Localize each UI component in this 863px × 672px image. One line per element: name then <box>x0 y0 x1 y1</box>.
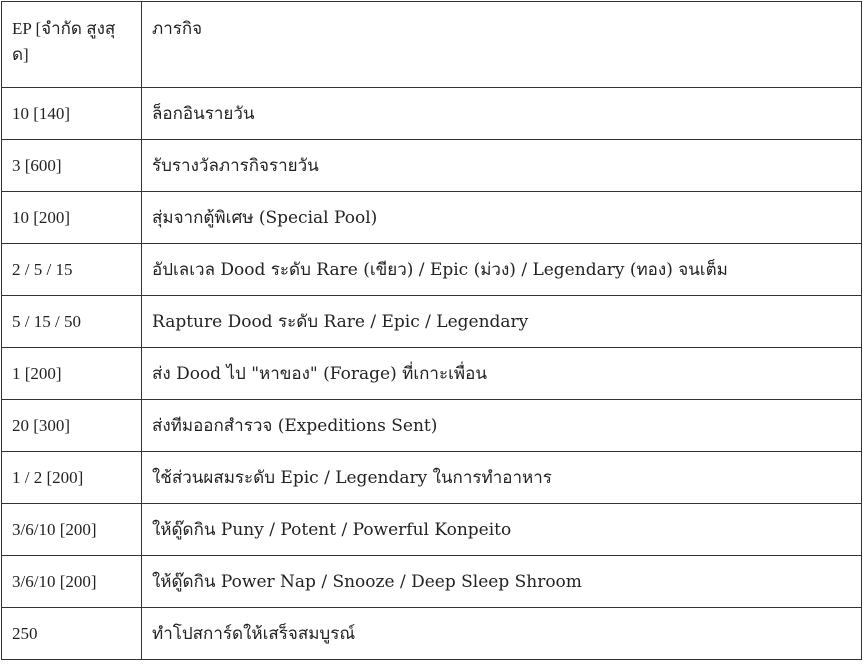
ep-cell: 250 <box>2 608 142 660</box>
ep-cell: 3/6/10 [200] <box>2 504 142 556</box>
mission-cell: อัปเลเวล Dood ระดับ Rare (เขียว) / Epic (ม่วง) / Legendary (ทอง) จนเต็ม <box>142 244 862 296</box>
mission-cell: ให้ดู๊ดกิน Puny / Potent / Powerful Konpeito <box>142 504 862 556</box>
header-ep-label: EP [จำกัด สูงสุด] <box>12 19 116 64</box>
table-row <box>2 556 862 608</box>
header-ep <box>2 2 142 88</box>
ep-cell: 2 / 5 / 15 <box>2 244 142 296</box>
ep-cell: 3/6/10 [200] <box>2 556 142 608</box>
table-row <box>2 504 862 556</box>
mission-cell: ส่ง Dood ไป "หาของ" (Forage) ที่เกาะเพื่อน <box>142 348 862 400</box>
ep-cell: 1 / 2 [200] <box>2 452 142 504</box>
mission-cell: ล็อกอินรายวัน <box>142 88 862 140</box>
mission-cell: ให้ดู๊ดกิน Power Nap / Snooze / Deep Sleep Shroom <box>142 556 862 608</box>
mission-cell: ส่งทีมออกสำรวจ (Expeditions Sent) <box>142 400 862 452</box>
table-row <box>2 400 862 452</box>
ep-missions-table <box>1 1 862 660</box>
table-row <box>2 608 862 660</box>
ep-cell: 1 [200] <box>2 348 142 400</box>
mission-cell: รับรางวัลภารกิจรายวัน <box>142 140 862 192</box>
table-header-row <box>2 2 862 88</box>
table-row <box>2 296 862 348</box>
mission-cell: ทำโปสการ์ดให้เสร็จสมบูรณ์ <box>142 608 862 660</box>
table-row <box>2 88 862 140</box>
ep-cell: 10 [140] <box>2 88 142 140</box>
ep-cell: 5 / 15 / 50 <box>2 296 142 348</box>
ep-cell: 3 [600] <box>2 140 142 192</box>
header-mission: ภารกิจ <box>142 2 862 88</box>
table-row <box>2 192 862 244</box>
table-row <box>2 348 862 400</box>
mission-cell: Rapture Dood ระดับ Rare / Epic / Legendary <box>142 296 862 348</box>
ep-cell: 10 [200] <box>2 192 142 244</box>
mission-cell: สุ่มจากตู้พิเศษ (Special Pool) <box>142 192 862 244</box>
table-row <box>2 140 862 192</box>
ep-cell: 20 [300] <box>2 400 142 452</box>
table-row <box>2 452 862 504</box>
table-row <box>2 244 862 296</box>
mission-cell: ใช้ส่วนผสมระดับ Epic / Legendary ในการทำอาหาร <box>142 452 862 504</box>
